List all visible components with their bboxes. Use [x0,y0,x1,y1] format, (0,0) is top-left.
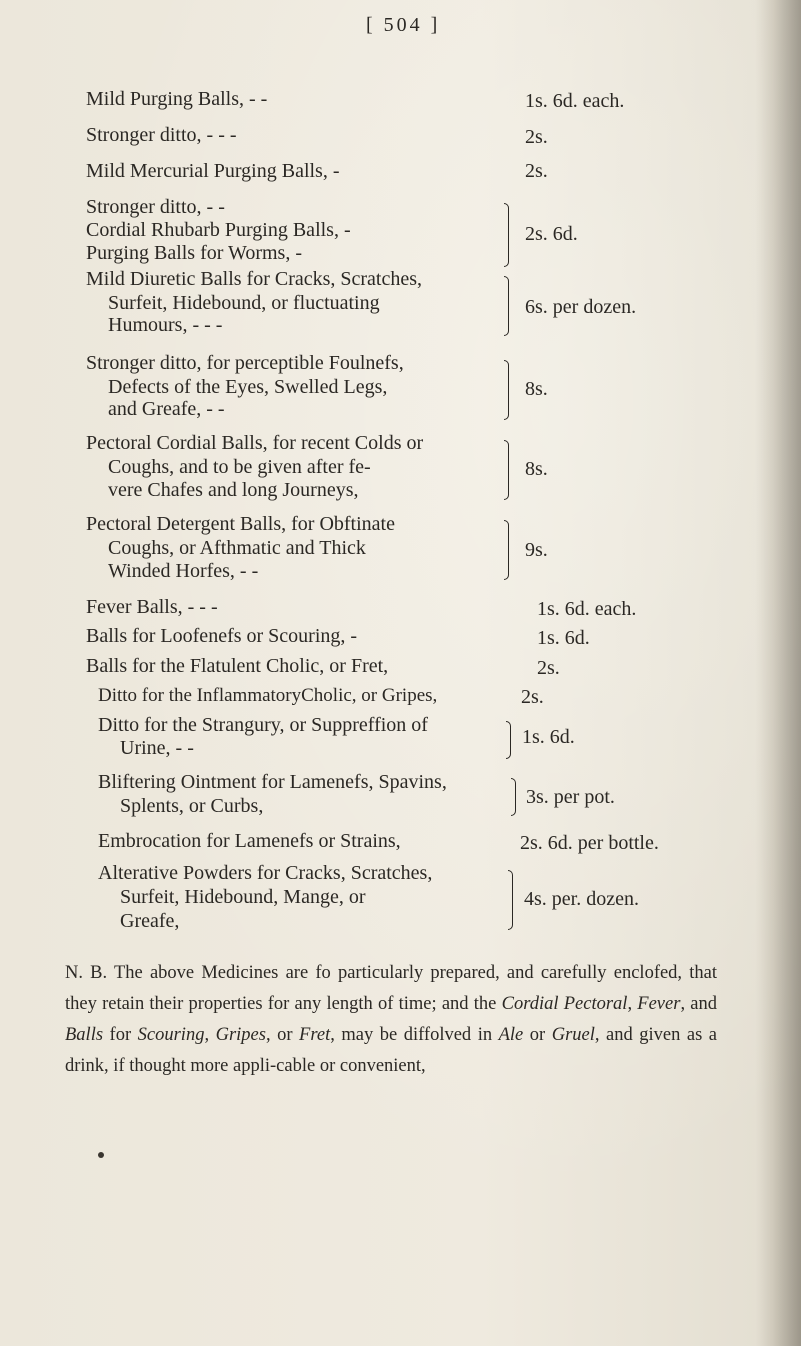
brace-bracket [506,721,511,759]
nb-text: , may be diffolved in [330,1025,493,1045]
entry-price: 2s. [521,686,544,708]
entry-price: 2s. 6d. per bottle. [520,832,659,854]
entry-item: Coughs, and to be given after fe- [108,456,371,478]
entry-item: Cordial Rhubarb Purging Balls, - [86,219,351,241]
entry-item: Ditto for the InflammatoryCholic, or Gripes, [98,685,438,706]
nb-lead: N. B. The above Medicines are fo particularly prepared, and carefully enclofed, that they retain their properties for any length of time; and the [65,963,717,1014]
brace-bracket [511,778,516,816]
nb-text: for [109,1025,132,1045]
entry-price: 3s. per pot. [526,786,615,808]
nb-text: , and [680,994,718,1014]
entry-price: 8s. [525,458,548,480]
nb-text: , [204,1025,210,1045]
entry-item: Ditto for the Strangury, or Suppreffion of [98,714,428,736]
entry-price: 2s. [525,160,548,182]
entry-item: Humours, - - - [108,314,223,336]
nb-text: , [627,994,633,1014]
entry-item: Stronger ditto, for perceptible Foulnefs, [86,352,404,374]
page-number: [ 504 ] [366,14,441,36]
entry-item: Splents, or Curbs, [120,795,264,817]
entry-item: Mild Mercurial Purging Balls, - [86,160,340,182]
entry-item: Stronger ditto, - - - [86,124,237,146]
entry-item: Purging Balls for Worms, - [86,242,302,264]
entry-price: 4s. per. dozen. [524,888,639,910]
entry-item: Mild Purging Balls, - - [86,88,268,110]
entry-item: Embrocation for Lamenefs or Strains, [98,830,401,852]
entry-price: 1s. 6d. [537,627,590,649]
entry-item: Fever Balls, - - - [86,596,218,618]
nb-italic: Gripes [215,1025,266,1045]
brace-bracket [504,203,509,267]
entry-item: Coughs, or Afthmatic and Thick [108,537,366,559]
entry-item: Urine, - - [120,737,194,759]
entry-item: Pectoral Cordial Balls, for recent Colds or [86,432,424,454]
entry-item: and Greafe, - - [108,398,225,420]
entry-price: 1s. 6d. [522,726,575,748]
nb-italic: Balls [65,1025,104,1045]
nb-italic: Scouring [137,1025,205,1045]
nb-text: , or [265,1025,293,1045]
entry-price: 2s. [525,126,548,148]
entry-price: 2s. [537,657,560,679]
ink-speck [98,1152,104,1158]
entry-item: Defects of the Eyes, Swelled Legs, [108,376,388,398]
brace-bracket [504,360,509,420]
nb-italic: Fever [637,994,681,1014]
entry-item: Bliftering Ointment for Lamenefs, Spavins, [98,771,447,793]
nb-italic: Ale [498,1025,524,1045]
entry-item: Pectoral Detergent Balls, for Obftinate [86,513,395,535]
entry-item: Greafe, [120,910,180,932]
nb-italic: Fret [299,1025,331,1045]
entry-price: 2s. 6d. [525,223,578,245]
brace-bracket [504,276,509,336]
entry-item: Balls for Loofenefs or Scouring, - [86,625,358,647]
entry-price: 8s. [525,378,548,400]
brace-bracket [504,440,509,500]
brace-bracket [508,870,513,930]
nb-italic: Gruel [551,1025,595,1045]
entry-item: Balls for the Flatulent Cholic, or Fret, [86,655,389,677]
entry-price: 1s. 6d. each. [537,598,637,620]
entry-item: Alterative Powders for Cracks, Scratches, [98,862,433,884]
entry-price: 9s. [525,539,548,561]
entry-item: vere Chafes and long Journeys, [108,479,359,501]
nb-text: , and given as a drink, if thought more appli-cable or convenient, [65,1025,718,1076]
nb-italic: Cordial Pectoral [501,994,628,1014]
entry-item: Mild Diuretic Balls for Cracks, Scratches, [86,268,423,290]
brace-bracket [504,520,509,580]
entry-price: 1s. 6d. each. [525,90,625,112]
entry-price: 6s. per dozen. [525,296,637,318]
entry-item: Stronger ditto, - - [86,196,225,218]
page-edge-shadow [755,0,801,1346]
nota-bene-paragraph [65,958,717,1082]
entry-item: Winded Horfes, - - [108,560,259,582]
nb-text: or [529,1025,546,1045]
entry-item: Surfeit, Hidebound, Mange, or [120,886,366,908]
entry-item: Surfeit, Hidebound, or fluctuating [108,292,380,314]
